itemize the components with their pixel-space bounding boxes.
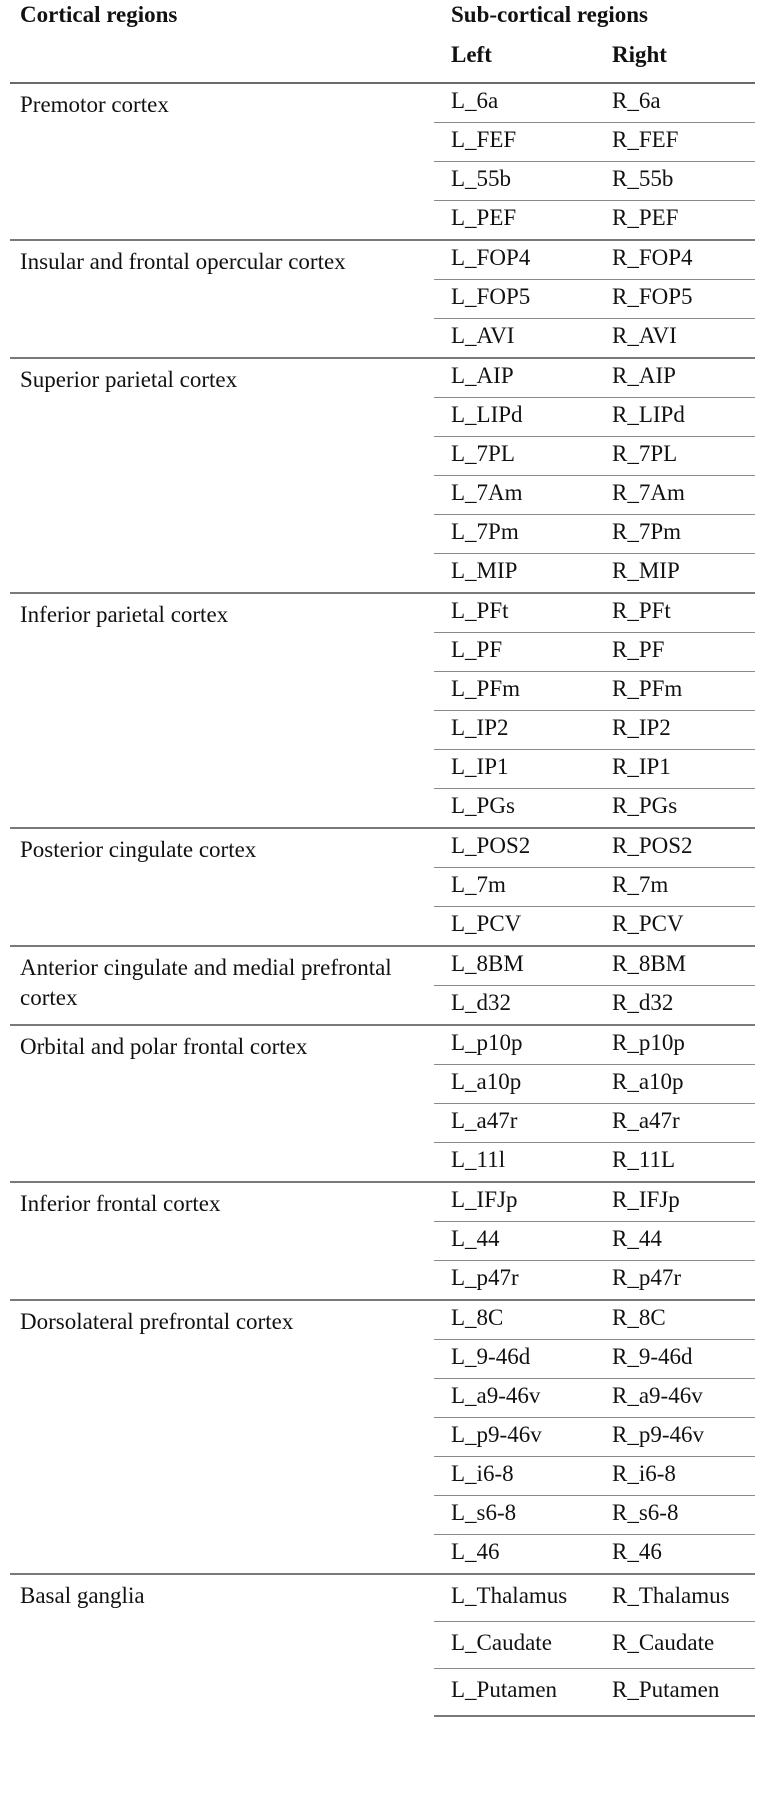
right-region-cell: R_44 xyxy=(600,1222,755,1261)
left-region-cell: L_7Pm xyxy=(434,515,600,554)
right-region-cell: R_PCV xyxy=(600,907,755,947)
right-region-cell: R_Caudate xyxy=(600,1622,755,1669)
right-region-cell: R_AIP xyxy=(600,358,755,398)
right-region-cell: R_11L xyxy=(600,1143,755,1183)
left-region-cell: L_9-46d xyxy=(434,1340,600,1379)
right-region-cell: R_7Am xyxy=(600,476,755,515)
left-region-cell: L_Caudate xyxy=(434,1622,600,1669)
right-region-cell: R_LIPd xyxy=(600,398,755,437)
left-region-cell: L_POS2 xyxy=(434,828,600,868)
left-region-cell: L_a47r xyxy=(434,1104,600,1143)
left-region-cell: L_7Am xyxy=(434,476,600,515)
left-region-cell: L_Thalamus xyxy=(434,1574,600,1622)
left-region-cell: L_d32 xyxy=(434,986,600,1026)
right-region-cell: R_8BM xyxy=(600,946,755,986)
table-row xyxy=(10,83,755,123)
right-region-cell: R_p9-46v xyxy=(600,1418,755,1457)
right-region-cell: R_p47r xyxy=(600,1261,755,1301)
table-row xyxy=(10,1574,755,1622)
left-region-cell: L_p47r xyxy=(434,1261,600,1301)
left-region-cell: L_AIP xyxy=(434,358,600,398)
right-region-cell: R_IP2 xyxy=(600,711,755,750)
left-region-cell: L_46 xyxy=(434,1535,600,1575)
right-region-cell: R_a9-46v xyxy=(600,1379,755,1418)
left-region-cell: L_8BM xyxy=(434,946,600,986)
cortical-regions-header: Cortical regions xyxy=(20,2,178,27)
subcortical-regions-header: Sub-cortical regions xyxy=(451,2,648,27)
left-region-cell: L_a9-46v xyxy=(434,1379,600,1418)
right-region-cell: R_PEF xyxy=(600,201,755,241)
cortical-region-label: Superior parietal cortex xyxy=(10,358,434,593)
left-region-cell: L_FEF xyxy=(434,123,600,162)
cortical-region-label: Inferior parietal cortex xyxy=(10,593,434,828)
left-region-cell: L_AVI xyxy=(434,319,600,359)
right-region-cell: R_POS2 xyxy=(600,828,755,868)
right-region-cell: R_PFm xyxy=(600,672,755,711)
left-region-cell: L_PGs xyxy=(434,789,600,829)
right-region-cell: R_7m xyxy=(600,868,755,907)
right-region-cell: R_55b xyxy=(600,162,755,201)
left-region-cell: L_IP2 xyxy=(434,711,600,750)
right-region-cell: R_8C xyxy=(600,1300,755,1340)
left-region-cell: L_11l xyxy=(434,1143,600,1183)
table-row xyxy=(10,240,755,280)
left-region-cell: L_6a xyxy=(451,88,499,113)
right-region-cell: R_i6-8 xyxy=(600,1457,755,1496)
right-region-cell: R_FOP4 xyxy=(600,240,755,280)
right-region-cell: R_IFJp xyxy=(600,1182,755,1222)
left-region-cell: L_FOP5 xyxy=(434,280,600,319)
table-row xyxy=(10,358,755,398)
right-region-cell: R_7PL xyxy=(600,437,755,476)
left-region-cell: L_PF xyxy=(434,633,600,672)
left-region-cell: L_p9-46v xyxy=(434,1418,600,1457)
right-region-cell: R_Putamen xyxy=(600,1669,755,1717)
right-header: Right xyxy=(600,40,755,83)
cortical-region-label: Dorsolateral prefrontal cortex xyxy=(10,1300,434,1574)
cortical-region-label: Insular and frontal opercular cortex xyxy=(10,240,434,358)
left-region-cell: L_8C xyxy=(434,1300,600,1340)
cortical-region-label: Posterior cingulate cortex xyxy=(10,828,434,946)
left-region-cell: L_PFm xyxy=(434,672,600,711)
cortical-region-label: Anterior cingulate and medial prefrontal cortex xyxy=(10,946,434,1025)
left-region-cell: L_PFt xyxy=(434,593,600,633)
table-header xyxy=(10,0,755,83)
table-row xyxy=(10,1300,755,1340)
table-row xyxy=(10,828,755,868)
left-region-cell: L_Putamen xyxy=(434,1669,600,1717)
right-region-cell: R_a10p xyxy=(600,1065,755,1104)
left-region-cell: L_7PL xyxy=(434,437,600,476)
left-region-cell: L_IFJp xyxy=(434,1182,600,1222)
right-region-cell: R_s6-8 xyxy=(600,1496,755,1535)
right-region-cell: R_PFt xyxy=(600,593,755,633)
right-region-cell: R_7Pm xyxy=(600,515,755,554)
right-region-cell: R_Thalamus xyxy=(600,1574,755,1622)
cortical-region-label: Orbital and polar frontal cortex xyxy=(10,1025,434,1182)
right-region-cell: R_46 xyxy=(600,1535,755,1575)
right-region-cell: R_9-46d xyxy=(600,1340,755,1379)
left-region-cell: L_44 xyxy=(434,1222,600,1261)
regions-table xyxy=(10,0,755,1717)
right-region-cell: R_PGs xyxy=(600,789,755,829)
left-region-cell: L_a10p xyxy=(434,1065,600,1104)
right-region-cell: R_IP1 xyxy=(600,750,755,789)
left-region-cell: L_FOP4 xyxy=(434,240,600,280)
left-header: Left xyxy=(434,40,600,83)
right-region-cell: R_AVI xyxy=(600,319,755,359)
left-region-cell: L_7m xyxy=(434,868,600,907)
left-region-cell: L_PEF xyxy=(434,201,600,241)
left-region-cell: L_MIP xyxy=(434,554,600,594)
right-region-cell: R_MIP xyxy=(600,554,755,594)
table-row xyxy=(10,1182,755,1222)
right-region-cell: R_p10p xyxy=(600,1025,755,1065)
right-region-cell: R_PF xyxy=(600,633,755,672)
cortical-region-label: Premotor cortex xyxy=(20,92,169,117)
left-region-cell: L_i6-8 xyxy=(434,1457,600,1496)
cortical-region-label: Inferior frontal cortex xyxy=(10,1182,434,1300)
table-row xyxy=(10,1025,755,1065)
right-region-cell: R_a47r xyxy=(600,1104,755,1143)
left-region-cell: L_p10p xyxy=(434,1025,600,1065)
left-region-cell: L_IP1 xyxy=(434,750,600,789)
right-region-cell: R_FEF xyxy=(600,123,755,162)
table-body xyxy=(10,83,755,1716)
left-region-cell: L_PCV xyxy=(434,907,600,947)
left-region-cell: L_s6-8 xyxy=(434,1496,600,1535)
left-region-cell: L_LIPd xyxy=(434,398,600,437)
right-region-cell: R_d32 xyxy=(600,986,755,1026)
left-region-cell: L_55b xyxy=(434,162,600,201)
cortical-region-label: Basal ganglia xyxy=(10,1574,434,1716)
table-row xyxy=(10,946,755,986)
right-region-cell: R_FOP5 xyxy=(600,280,755,319)
right-region-cell: R_6a xyxy=(612,88,661,113)
header-spacer xyxy=(10,40,434,83)
table-row xyxy=(10,593,755,633)
